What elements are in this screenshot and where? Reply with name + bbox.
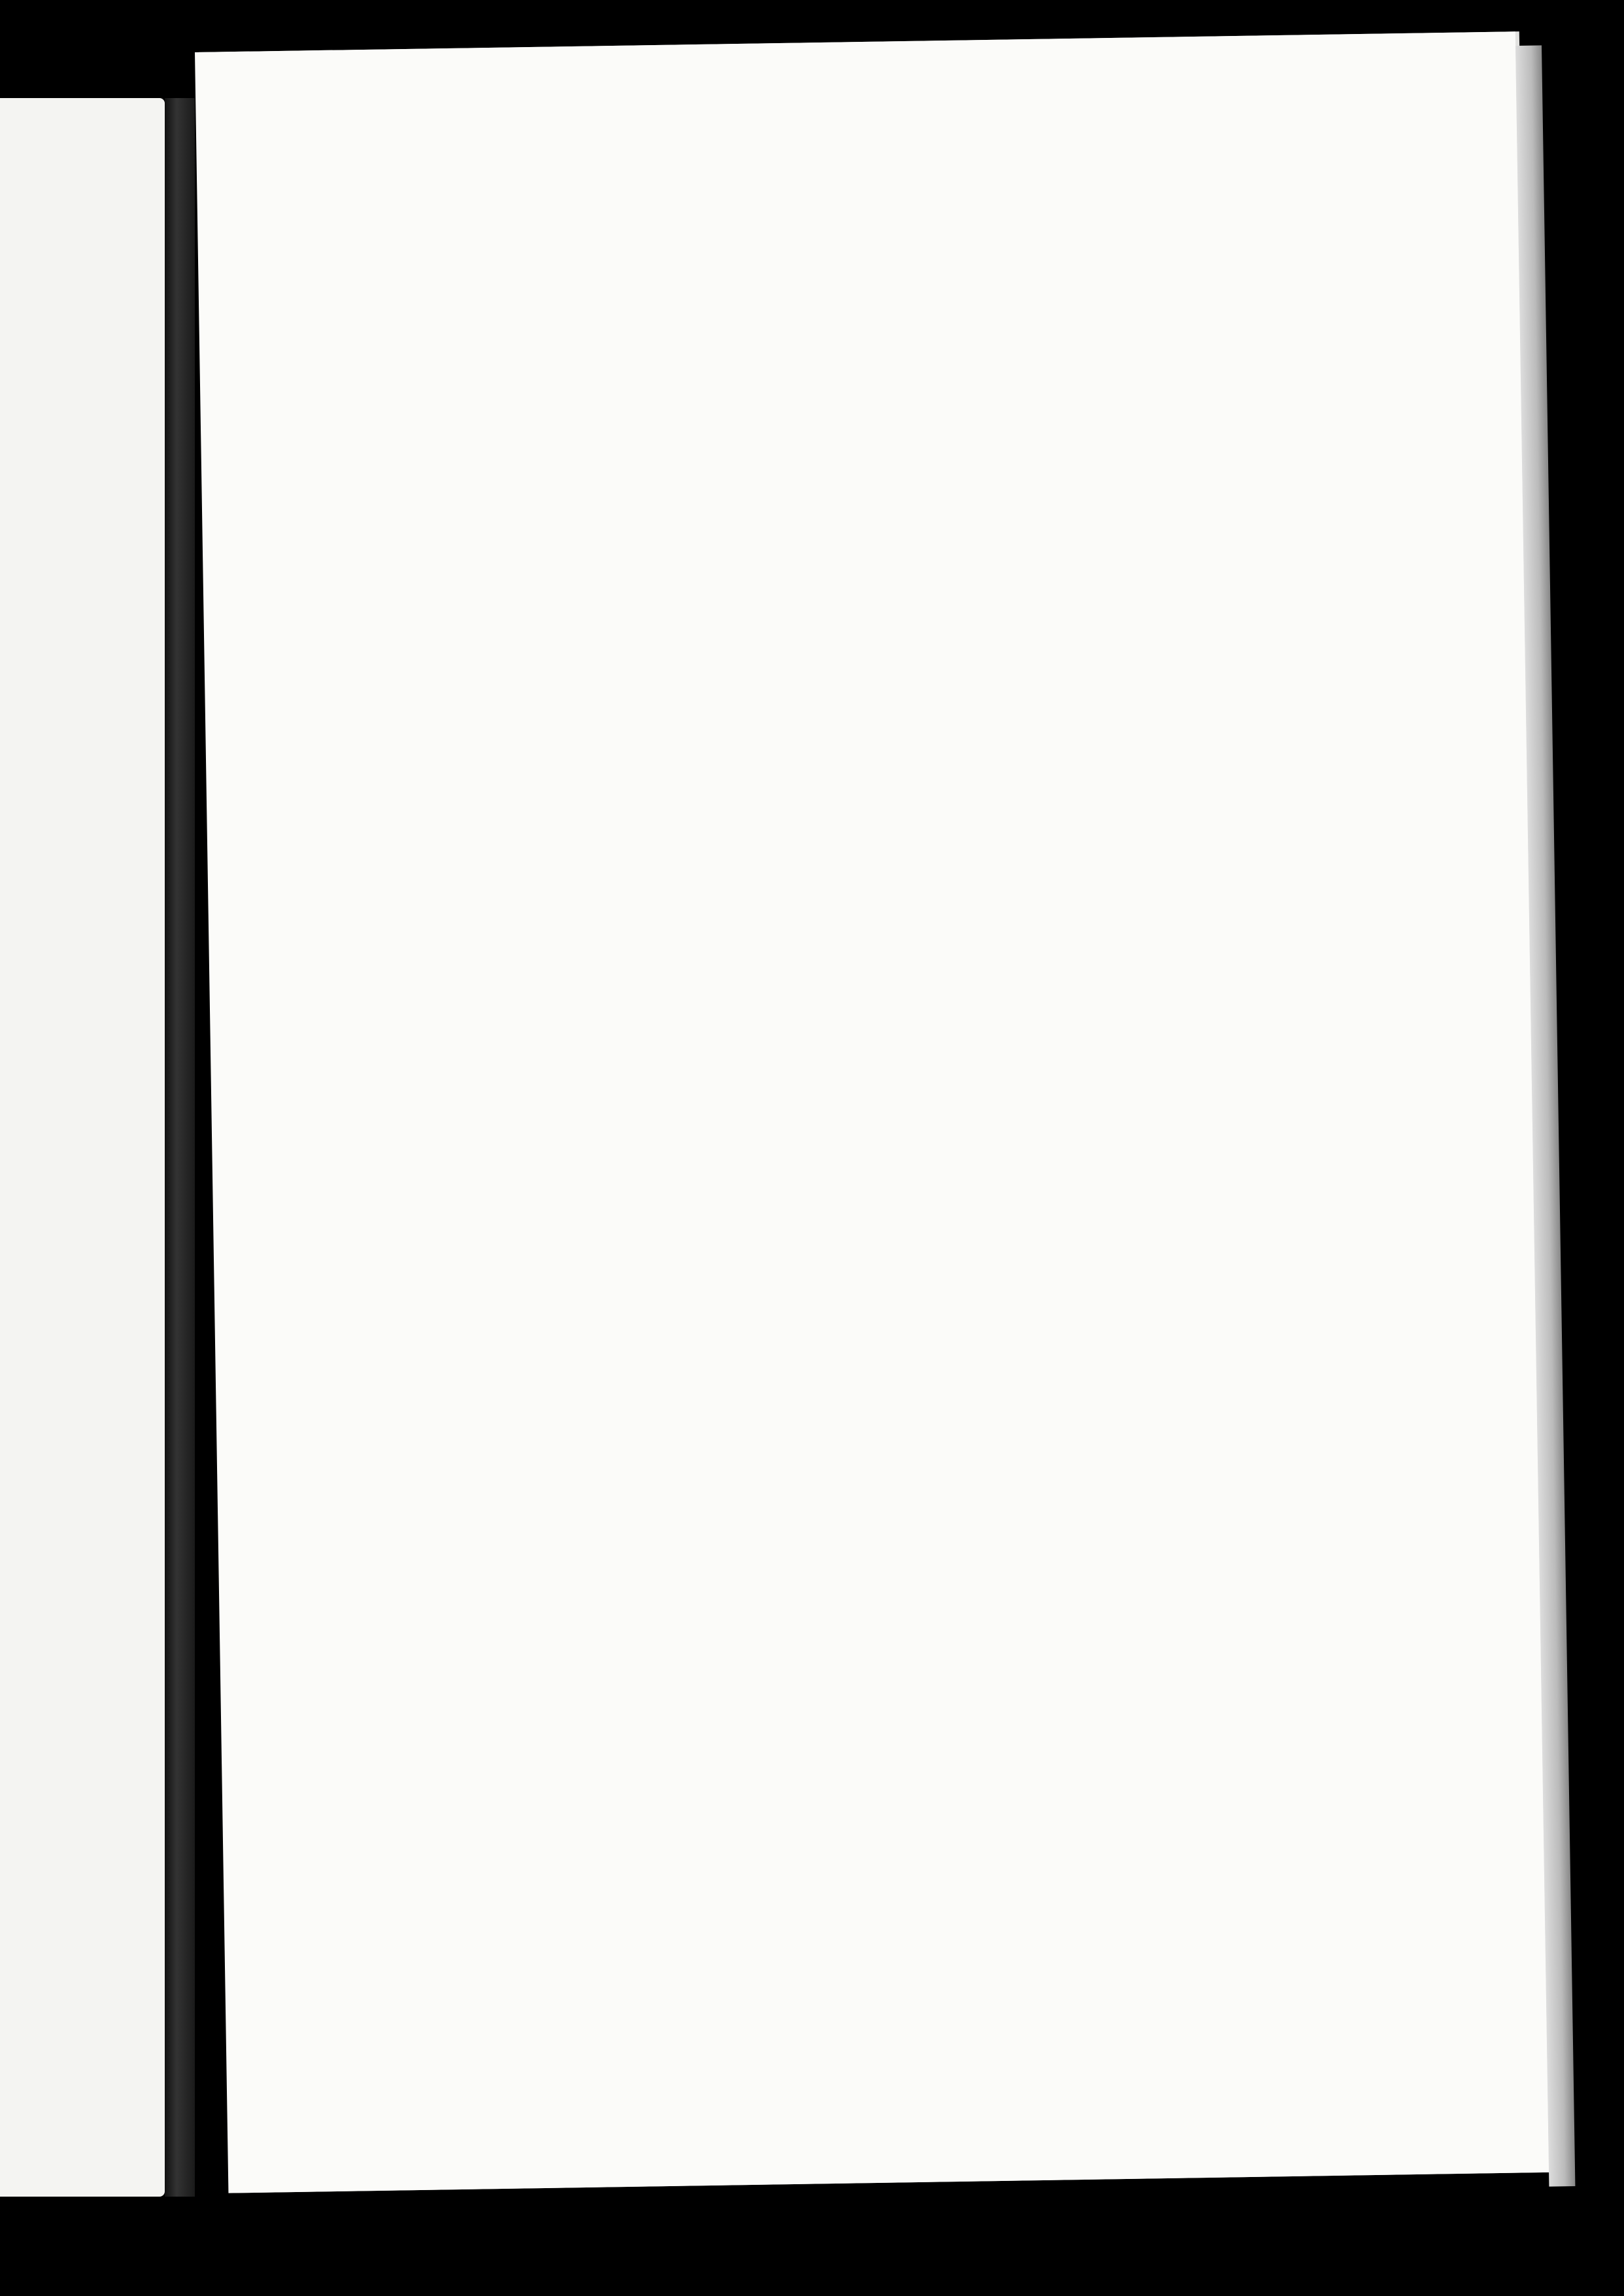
left-facing-page — [0, 98, 165, 2197]
body-text — [295, 250, 1308, 266]
main-page — [195, 31, 1549, 2193]
book-gutter — [165, 98, 195, 2197]
